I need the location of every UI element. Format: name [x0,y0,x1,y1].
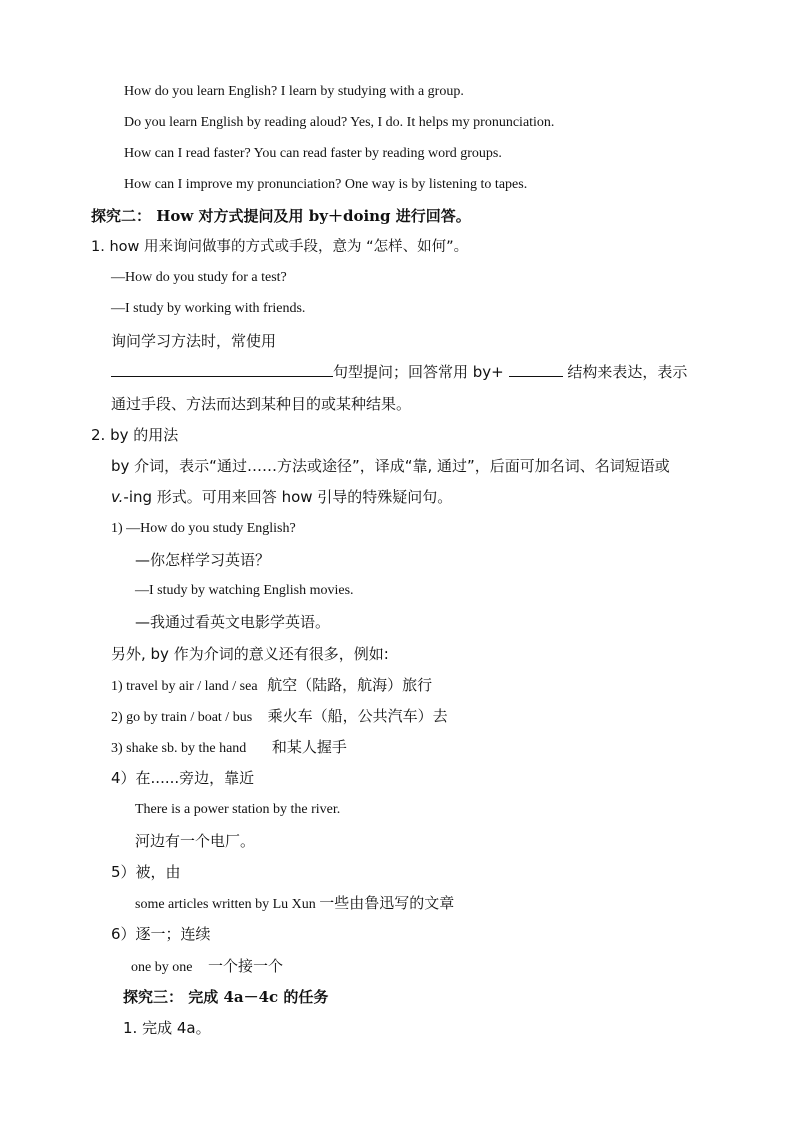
use-5-en: some articles written by Lu Xun [135,897,316,912]
fill-mid-text: 句型提问；回答常用 by+ [333,363,504,381]
fill-in-sentence [111,362,687,382]
use-4-label: 4）在......旁边，靠近 [111,769,255,787]
use-item-en: 3) shake sb. by the hand [111,741,247,756]
ask-method-text: 询问学习方法时，常使用 [111,332,277,350]
fill-end-text: 结构来表达，表示 [567,363,688,381]
use-5-label: 5）被，由 [111,863,181,881]
continuation-text: 通过手段、方法而达到某种目的或某种结果。 [111,395,412,413]
use-item [111,706,448,728]
verb-abbrev: v. [111,488,124,506]
dialog-answer: —I study by working with friends. [111,301,306,316]
section-2-title: 探究二： How 对方式提问及用 by＋doing 进行回答。 [91,207,471,225]
use-item [111,737,347,759]
other-meanings-intro: 另外, by 作为介词的意义还有很多，例如: [111,645,389,663]
use-item-cn: 航空（陆路，航海）旅行 [267,676,433,694]
by-description-cont [111,487,452,507]
use-6-label: 6）逐一；连续 [111,925,211,943]
example-question: 1) —How do you study English? [111,521,296,536]
example-sentence: How do you learn English? I learn by studying with a group. [124,84,464,99]
by-description: by 介词，表示“通过……方法或途径”，译成“靠, 通过”，后面可加名词、名词短语或 [111,457,670,475]
use-item-cn: 乘火车（船，公共汽车）去 [267,707,448,725]
blank-line[interactable] [111,362,333,377]
point-1-heading: 1. how 用来询问做事的方式或手段，意为 “怎样、如何”。 [91,239,469,255]
use-6-cn: 一个接一个 [207,957,283,975]
use-item [111,675,432,697]
example-answer-cn: —我通过看英文电影学英语。 [135,613,331,631]
use-item-en: 2) go by train / boat / bus [111,710,253,725]
use-4-example: There is a power station by the river. [135,802,341,817]
section-3-item: 1. 完成 4a。 [123,1019,211,1037]
point-2-heading: 2. by 的用法 [91,426,179,444]
blank-line[interactable] [509,362,563,377]
example-sentence: How can I read faster? You can read faster by reading word groups. [124,146,502,161]
example-question-cn: —你怎样学习英语？ [135,551,271,569]
dialog-question: —How do you study for a test? [111,270,287,285]
example-sentence: How can I improve my pronunciation? One way is by listening to tapes. [124,177,528,192]
use-item-en: 1) travel by air / land / sea [111,679,258,694]
use-4-translation: 河边有一个电厂。 [135,832,256,850]
example-answer: —I study by watching English movies. [135,583,354,598]
by-description-rest: -ing 形式。可用来回答 how 引导的特殊疑问句。 [123,488,453,506]
use-5-example [135,893,454,915]
example-sentence: Do you learn English by reading aloud? Yes, I do. It helps my pronunciation. [124,115,555,130]
use-item-cn: 和某人握手 [271,738,347,756]
use-5-cn: 一些由鲁迅写的文章 [319,894,455,912]
use-6-example [131,956,283,978]
use-6-en: one by one [131,960,193,975]
section-3-title: 探究三： 完成 4a－4c 的任务 [123,988,329,1006]
